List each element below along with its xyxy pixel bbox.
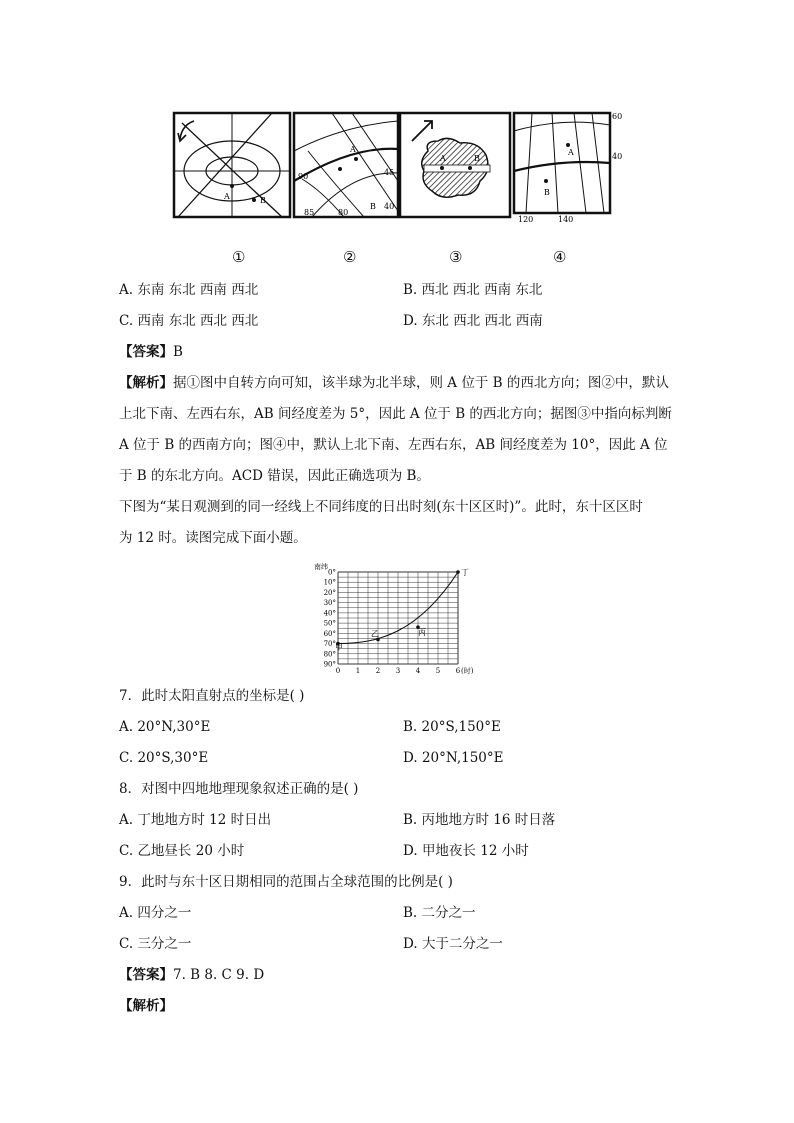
- map2-num-2: 45: [384, 168, 395, 177]
- q9-option-d: D. 大于二分之一: [403, 936, 503, 952]
- intro-line-2: 为 12 时。读图完成下面小题。: [119, 530, 307, 546]
- y-tick-label: 80°: [323, 650, 336, 659]
- map4-num-4: 140: [558, 215, 574, 223]
- q7-stem: 7．此时太阳直射点的坐标是( ): [119, 688, 305, 704]
- map3-label-a: A: [440, 154, 446, 163]
- q6-option-d: D. 东北 西北 西北 西南: [403, 313, 543, 329]
- q7-option-d: D. 20°N,150°E: [403, 750, 504, 766]
- map-label-2: ②: [343, 248, 357, 266]
- x-tick-label: 5: [435, 667, 441, 675]
- q9-option-c: C. 三分之一: [119, 936, 192, 952]
- map4-num-2: 40: [612, 152, 622, 161]
- map4-label-a: A: [568, 148, 574, 157]
- map-label-4: ④: [553, 248, 567, 266]
- x-tick-label: 0: [335, 667, 341, 675]
- q8-option-d: D. 甲地夜长 12 小时: [403, 843, 529, 859]
- q7-option-b: B. 20°S,150°E: [403, 719, 501, 735]
- q6-option-a: A. 东南 东北 西南 西北: [119, 282, 259, 298]
- q6-option-b: B. 西北 西北 西南 东北: [403, 282, 543, 298]
- y-tick-label: 50°: [323, 619, 336, 628]
- map-label-1: ①: [232, 248, 246, 266]
- map2-num-3: 85: [304, 208, 315, 217]
- data-point: [456, 570, 460, 574]
- map4-label-b: B: [544, 188, 550, 197]
- analysis-1-line-3: A 位于 B 的西南方向；图④中，默认上北下南、左西右东，AB 间经度差为 10°，因此 A 位: [119, 437, 668, 453]
- q7-option-a: A. 20°N,30°E: [119, 719, 211, 735]
- q8-stem: 8．对图中四地地理现象叙述正确的是( ): [119, 781, 359, 797]
- y-tick-label: 70°: [323, 640, 336, 649]
- q8-option-b: B. 丙地地方时 16 时日落: [403, 812, 556, 828]
- analysis-2-heading: 【解析】: [119, 998, 173, 1014]
- point-label: 丁: [461, 568, 469, 577]
- y-tick-label: 90°: [323, 660, 336, 669]
- x-tick-label: 1: [355, 667, 361, 675]
- map4-num-3: 120: [518, 215, 534, 223]
- map3-label-b: B: [474, 154, 480, 163]
- sunrise-time-chart: [312, 560, 482, 680]
- q8-option-a: A. 丁地地方时 12 时日出: [119, 812, 272, 828]
- map-3: [400, 113, 510, 217]
- x-tick-label: 2: [375, 667, 381, 675]
- map-1: [174, 113, 290, 217]
- map4-num-1: 60: [612, 112, 622, 121]
- map2-label-a: A: [350, 145, 356, 154]
- y-tick-label: 30°: [323, 599, 336, 608]
- intro-line-1: 下图为“某日观测到的同一经线上不同纬度的日出时刻(东十区区时)”。此时，东十区区时: [119, 499, 643, 515]
- x-tick-label: 3: [395, 667, 401, 675]
- map1-label-b: B: [260, 196, 266, 205]
- y-axis-label: 南纬: [314, 563, 328, 571]
- q9-stem: 9．此时与东十区日期相同的范围占全球范围的比例是( ): [119, 874, 453, 890]
- y-tick-label: 20°: [323, 588, 336, 597]
- analysis-1-line-1: 【解析】据①图中自转方向可知，该半球为北半球，则 A 位于 B 的西北方向；图②中，默认: [119, 375, 669, 391]
- q9-option-b: B. 二分之一: [403, 905, 476, 921]
- answer-1: 【答案】B: [119, 344, 183, 360]
- q6-option-c: C. 西南 东北 西北 西北: [119, 313, 259, 329]
- point-label: 甲: [335, 642, 343, 652]
- map2-label-b: B: [370, 202, 376, 211]
- y-tick-label: 0°: [328, 568, 336, 577]
- x-tick-label: 6: [455, 667, 461, 675]
- map2-num-1: 90: [298, 172, 309, 181]
- map1-label-a: A: [224, 192, 230, 201]
- map-2: [294, 113, 398, 217]
- x-axis-label: (时): [461, 667, 474, 675]
- q8-option-c: C. 乙地昼长 20 小时: [119, 843, 245, 859]
- map-figure: [172, 111, 622, 223]
- y-tick-label: 10°: [323, 578, 336, 587]
- answer-2: 【答案】7. B 8. C 9. D: [119, 967, 265, 983]
- point-label: 丙: [418, 628, 426, 638]
- q7-option-c: C. 20°S,30°E: [119, 750, 209, 766]
- map-4: [514, 112, 622, 223]
- point-label: 乙: [371, 629, 379, 639]
- map2-num-4: 80: [338, 208, 349, 217]
- analysis-1-line-2: 上北下南、左西右东，AB 间经度差为 5°，因此 A 位于 B 的西北方向；据图③中指向标判断: [119, 406, 672, 422]
- analysis-1-line-4: 于 B 的东北方向。ACD 错误，因此正确选项为 B。: [119, 468, 430, 484]
- map-label-3: ③: [449, 248, 463, 266]
- y-tick-label: 40°: [323, 609, 336, 618]
- x-tick-label: 4: [415, 667, 421, 675]
- q9-option-a: A. 四分之一: [119, 905, 192, 921]
- y-tick-label: 60°: [323, 629, 336, 638]
- map2-num-5: 40: [384, 202, 395, 211]
